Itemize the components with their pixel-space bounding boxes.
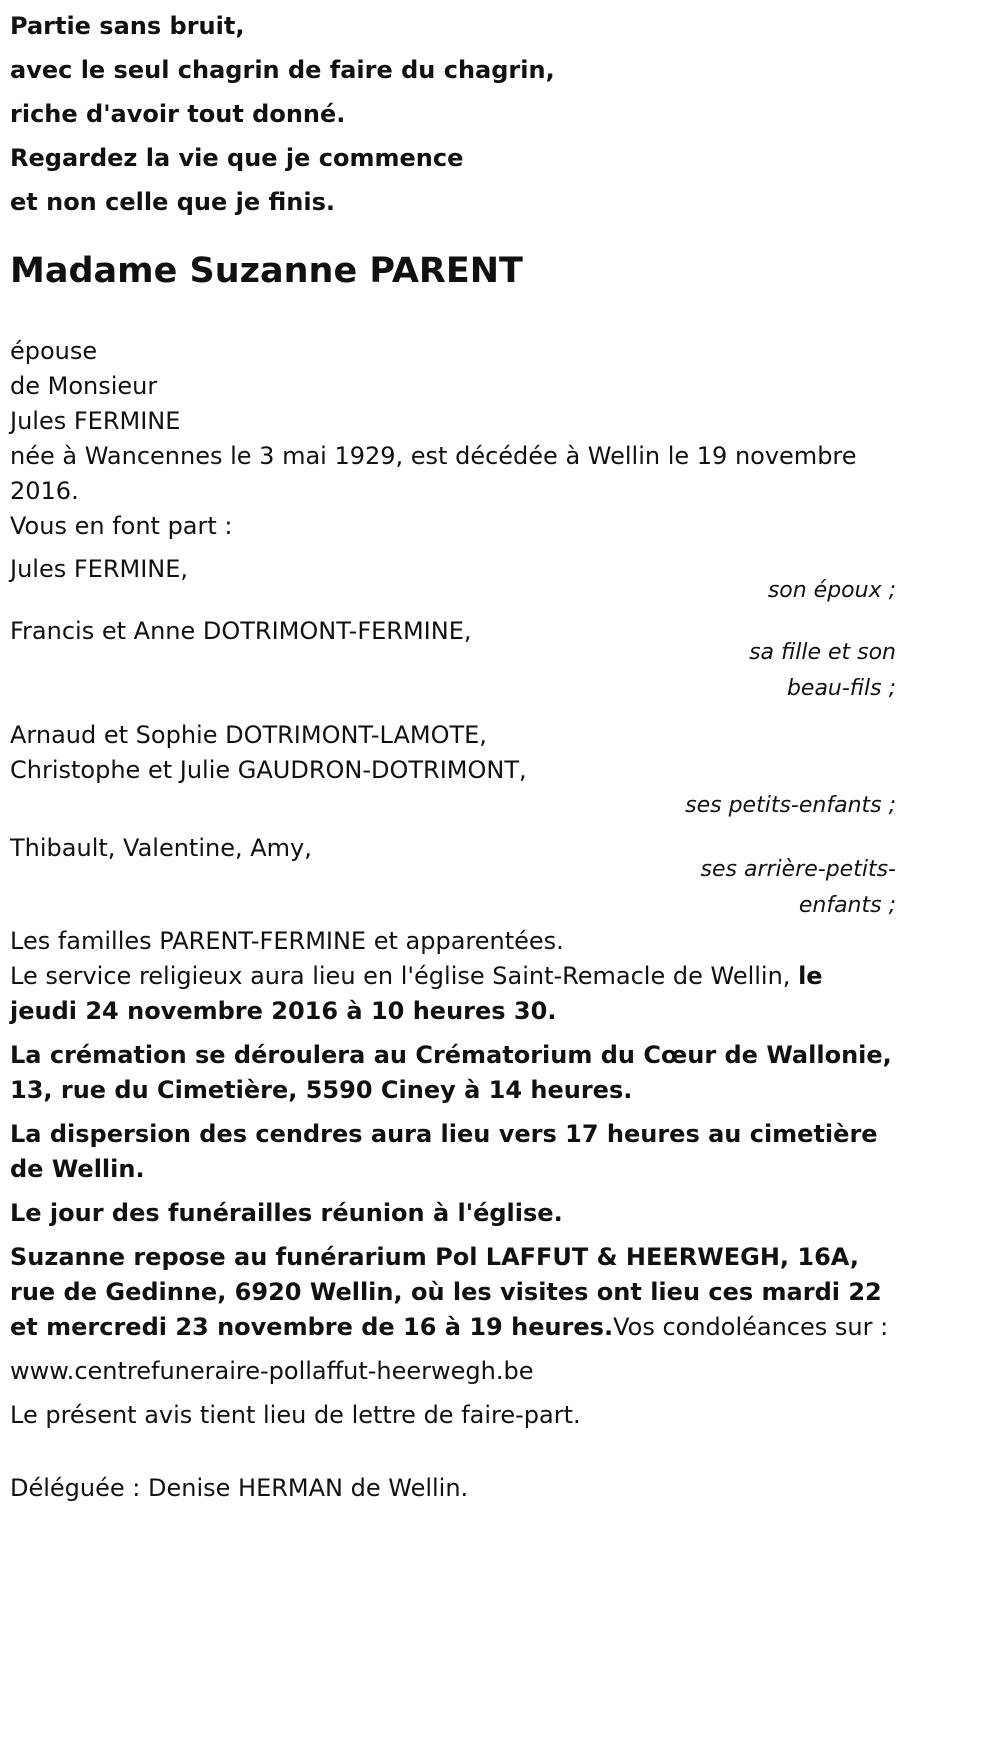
poem: [10, 4, 896, 224]
relative-names: Thibault, Valentine, Amy,: [10, 834, 312, 862]
notice-text: Le présent avis tient lieu de lettre de faire-part.: [10, 1401, 581, 1429]
relative-names: Arnaud et Sophie DOTRIMONT-LAMOTE,: [10, 721, 487, 749]
poem-line: Partie sans bruit,: [10, 12, 245, 40]
obituary-notice: [10, 0, 896, 1506]
dispersion-text: La dispersion des cendres aura lieu vers 17 heures au cimetière de Wellin.: [10, 1120, 878, 1183]
relative-names: Christophe et Julie GAUDRON-DOTRIMONT,: [10, 756, 527, 784]
repose-text: [10, 1240, 896, 1345]
service-text-bold: le jeudi 24 novembre 2016 à 10 heures 30.: [10, 962, 823, 1025]
repose-text-bold: Suzanne repose au funérarium Pol LAFFUT & HEERWEGH, 16A, rue de Gedinne, 6920 Wellin, où les visites ont lieu ces mardi 22 et mercredi 23 novembre de 16 à 19 heures.: [10, 1243, 882, 1341]
families-text: Les familles PARENT-FERMINE et apparentées.: [10, 927, 564, 955]
spouse-line: Jules FERMINE: [10, 407, 181, 435]
poem-line: Regardez la vie que je commence: [10, 144, 464, 172]
relative-names: Francis et Anne DOTRIMONT-FERMINE,: [10, 617, 472, 645]
announce-text: Vous en font part :: [10, 512, 233, 540]
relative-names: Jules FERMINE,: [10, 555, 189, 583]
birth-death-text: née à Wancennes le 3 mai 1929, est décédée à Wellin le 19 novembre 2016.: [10, 442, 857, 505]
reunion-text: Le jour des funérailles réunion à l'église.: [10, 1199, 563, 1227]
relative-role: ses petits-enfants ;: [685, 793, 896, 818]
relative-row: [10, 552, 896, 609]
relative-role: ses arrière-petits-enfants ;: [700, 857, 896, 918]
spouse-block: [10, 334, 896, 439]
relative-row: [10, 614, 896, 707]
relative-role: sa fille et son beau-fils ;: [749, 640, 896, 701]
repose-text-normal: Vos condoléances sur :: [613, 1313, 889, 1341]
delegate-text: Déléguée : Denise HERMAN de Wellin.: [10, 1474, 469, 1502]
cremation-text: La crémation se déroulera au Crématorium du Cœur de Wallonie, 13, rue du Cimetière, 5590 Ciney à 14 heures.: [10, 1041, 892, 1104]
spouse-line: épouse: [10, 337, 98, 365]
poem-line: et non celle que je finis.: [10, 188, 335, 216]
poem-line: avec le seul chagrin de faire du chagrin,: [10, 56, 555, 84]
relative-role: son époux ;: [767, 578, 896, 603]
relative-row: [10, 718, 896, 824]
website-text: www.centrefuneraire-pollaffut-heerwegh.be: [10, 1357, 534, 1385]
service-text-normal: Le service religieux aura lieu en l'église Saint-Remacle de Wellin,: [10, 962, 799, 990]
deceased-name-title: Madame Suzanne PARENT: [10, 251, 523, 291]
service-text: [10, 959, 896, 1029]
relative-row: [10, 831, 896, 924]
poem-line: riche d'avoir tout donné.: [10, 100, 346, 128]
spouse-line: de Monsieur: [10, 372, 158, 400]
